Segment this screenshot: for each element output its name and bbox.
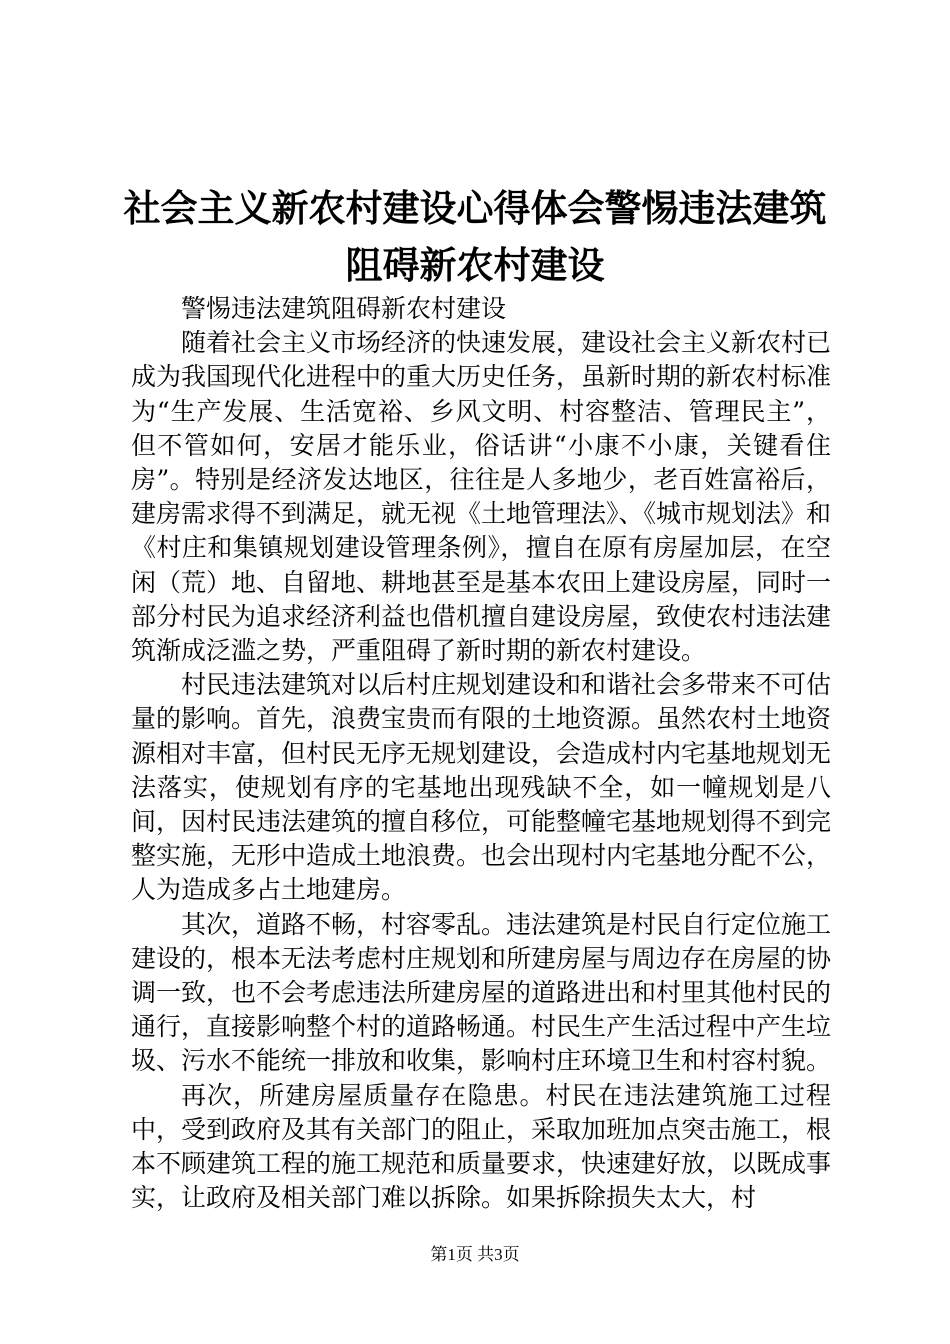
- page-footer: [0, 1244, 950, 1266]
- page-number-label: 第1页 共3页: [430, 1245, 520, 1264]
- paragraph-subtitle: 警惕违法建筑阻碍新农村建设: [181, 294, 507, 323]
- paragraph: 再次，所建房屋质量存在隐患。村民在违法建筑施工过程中，受到政府及其有关部门的阻止，采取加班加点突击施工，根本不顾建筑工程的施工规范和质量要求，快速建好放，以既成事实，让政府及相关部门难以拆除。如果拆除损失太大，村: [131, 1080, 832, 1213]
- paragraph: 村民违法建筑对以后村庄规划建设和和谐社会多带来不可估量的影响。首先，浪费宝贵而有限的土地资源。虽然农村土地资源相对丰富，但村民无序无规划建设，会造成村内宅基地规划无法落实，使规划有序的宅基地出现残缺不全，如一幢规划是八间，因村民违法建筑的擅自移位，可能整幢宅基地规划得不到完整实施，无形中造成土地浪费。也会出现村内宅基地分配不公，人为造成多占土地建房。: [131, 670, 832, 905]
- document-title: 社会主义新农村建设心得体会警惕违法建筑阻碍新农村建设: [123, 187, 827, 287]
- paragraph: 随着社会主义市场经济的快速发展，建设社会主义新农村已成为我国现代化进程中的重大历史任务，虽新时期的新农村标准为“生产发展、生活宽裕、乡风文明、村容整洁、管理民主”，但不管如何，安居才能乐业，俗话讲“小康不小康，关键看住房”。特别是经济发达地区，往往是人多地少，老百姓富裕后，建房需求得不到满足，就无视《土地管理法》、《城市规划法》和《村庄和集镇规划建设管理条例》，擅自在原有房屋加层，在空闲（荒）地、自留地、耕地甚至是基本农田上建设房屋，同时一部分村民为追求经济利益也借机擅自建设房屋，致使农村违法建筑渐成泛滥之势，严重阻碍了新时期的新农村建设。: [131, 328, 832, 666]
- document-body: [131, 292, 831, 1215]
- paragraph: 其次，道路不畅，村容零乱。违法建筑是村民自行定位施工建设的，根本无法考虑村庄规划和所建房屋与周边存在房屋的协调一致，也不会考虑违法所建房屋的道路进出和村里其他村民的通行，直接影响整个村的道路畅通。村民生产生活过程中产生垃圾、污水不能统一排放和收集，影响村庄环境卫生和村容村貌。: [131, 909, 832, 1076]
